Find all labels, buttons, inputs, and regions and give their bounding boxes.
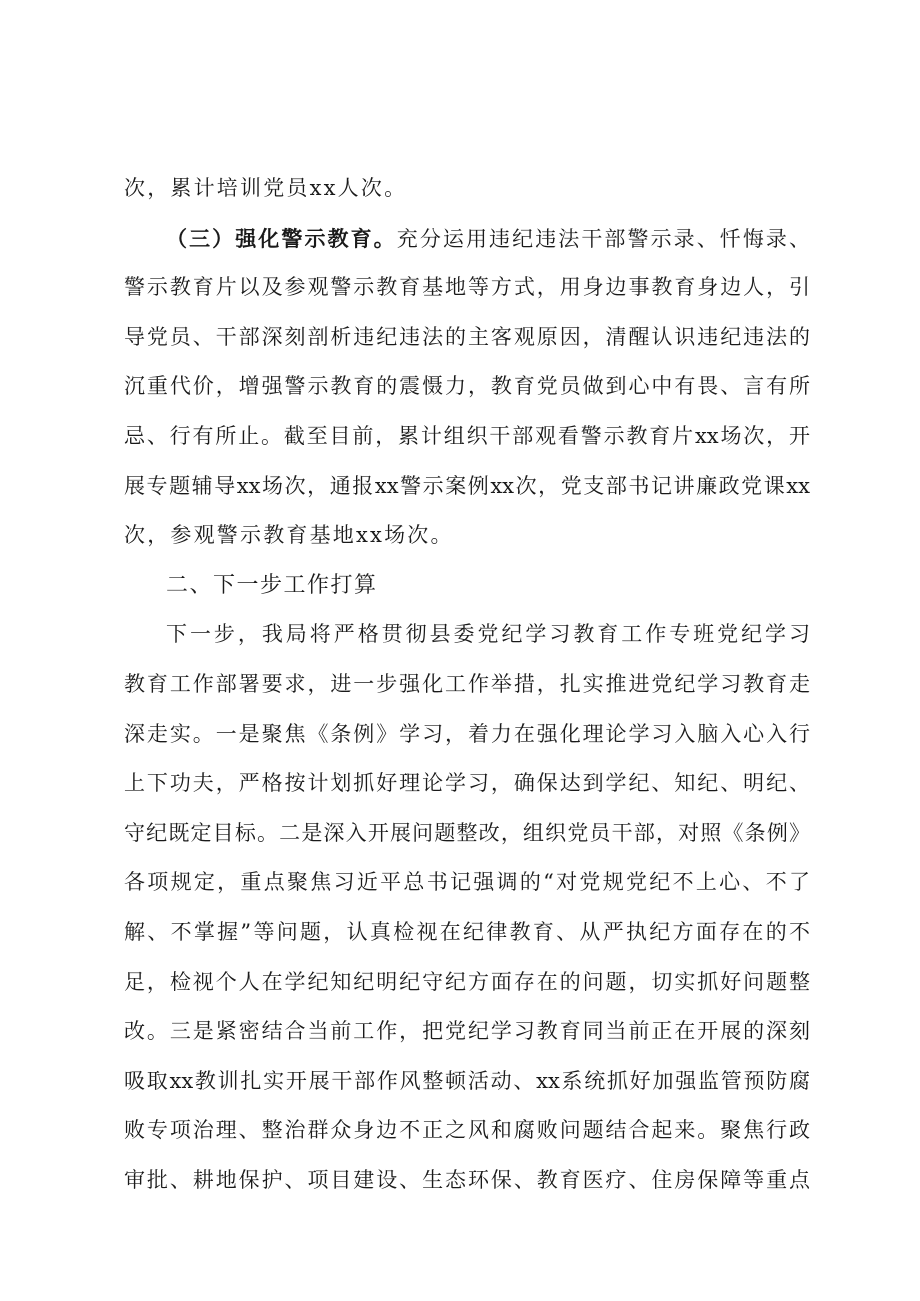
paragraph-3-line-11: 败专项治理、整治群众身边不正之风和腐败问题结合起来。聚焦行政: [124, 1118, 810, 1143]
section-heading: 二、下一步工作打算: [166, 572, 378, 598]
document-body: [124, 164, 810, 1205]
paragraph-2-line-3: 导党员、干部深刻剖析违纪违法的主客观原因，清醒认识违纪违法的: [124, 324, 810, 349]
subsection-heading: （三）强化警示教育。: [166, 225, 397, 251]
paragraph-2-line-4: 沉重代价，增强警示教育的震慑力，教育党员做到心中有畏、言有所: [124, 374, 810, 399]
paragraph-3-line-3: 深走实。一是聚焦《条例》学习，着力在强化理论学习入脑入心入行: [124, 721, 810, 746]
paragraph-3-line-2: 教育工作部署要求，进一步强化工作举措，扎实推进党纪学习教育走: [124, 671, 810, 696]
paragraph-3-line-9: 改。三是紧密结合当前工作，把党纪学习教育同当前正在开展的深刻: [124, 1019, 810, 1044]
paragraph-3-line-4: 上下功夫，严格按计划抓好理论学习，确保达到学纪、知纪、明纪、: [124, 771, 810, 796]
paragraph-3-line-8: 足，检视个人在学纪知纪明纪守纪方面存在的问题，切实抓好问题整: [124, 969, 810, 994]
paragraph-2-line-1: [124, 214, 810, 264]
paragraph-3-line-10: 吸取xx教训扎实开展干部作风整顿活动、xx系统抓好加强监管预防腐: [124, 1068, 810, 1093]
paragraph-3-line-12: 审批、耕地保护、项目建设、生态环保、教育医疗、住房保障等重点: [124, 1167, 810, 1192]
paragraph-2-line-6: 展专题辅导xx场次，通报xx警示案例xx次，党支部书记讲廉政党课xx: [124, 473, 810, 498]
paragraph-1-line-1: 次，累计培训党员xx人次。: [124, 176, 408, 200]
paragraph-2-line-2: 警示教育片以及参观警示教育基地等方式，用身边事教育身边人，引: [124, 275, 810, 300]
paragraph-3-line-7: 解、不掌握”等问题，认真检视在纪律教育、从严执纪方面存在的不: [124, 919, 810, 944]
paragraph-2-line-5: 忌、行有所止。截至目前，累计组织干部观看警示教育片xx场次，开: [124, 423, 810, 448]
paragraph-3-line-6: 各项规定，重点聚焦习近平总书记强调的“对党规党纪不上心、不了: [124, 870, 810, 895]
paragraph-2-first-line-text: 充分运用违纪违法干部警示录、忏悔录、: [396, 226, 811, 251]
paragraph-3-line-1: 下一步，我局将严格贯彻县委党纪学习教育工作专班党纪学习: [166, 622, 810, 647]
paragraph-3-line-5: 守纪既定目标。二是深入开展问题整改，组织党员干部，对照《条例》: [124, 820, 810, 845]
paragraph-2-line-7: 次，参观警示教育基地xx场次。: [124, 523, 454, 548]
